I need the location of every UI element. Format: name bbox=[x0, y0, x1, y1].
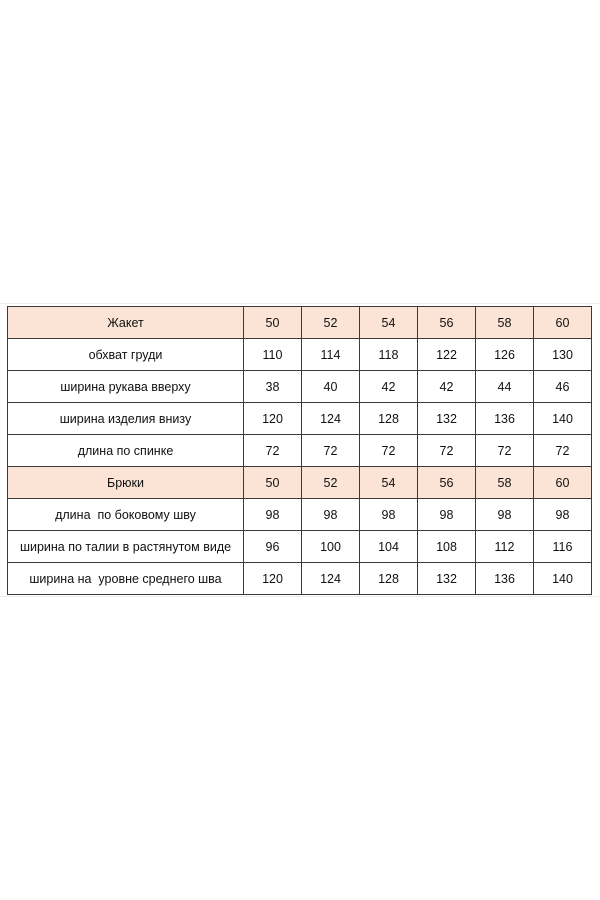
row-label: ширина рукава вверху bbox=[8, 371, 244, 403]
value-cell: 98 bbox=[360, 499, 418, 531]
value-cell: 72 bbox=[476, 435, 534, 467]
value-cell: 130 bbox=[534, 339, 592, 371]
value-cell: 72 bbox=[534, 435, 592, 467]
value-cell: 116 bbox=[534, 531, 592, 563]
value-cell: 100 bbox=[302, 531, 360, 563]
size-chart-table bbox=[7, 306, 592, 595]
size-cell: 50 bbox=[244, 467, 302, 499]
value-cell: 46 bbox=[534, 371, 592, 403]
size-cell: 60 bbox=[534, 307, 592, 339]
size-cell: 56 bbox=[418, 307, 476, 339]
jacket-header-row bbox=[8, 307, 592, 339]
value-cell: 98 bbox=[302, 499, 360, 531]
sheet-gridline bbox=[0, 596, 600, 597]
size-cell: 54 bbox=[360, 307, 418, 339]
value-cell: 132 bbox=[418, 403, 476, 435]
value-cell: 44 bbox=[476, 371, 534, 403]
value-cell: 108 bbox=[418, 531, 476, 563]
row-label: ширина на уровне среднего шва bbox=[8, 563, 244, 595]
trousers-header-label: Брюки bbox=[8, 467, 244, 499]
value-cell: 136 bbox=[476, 403, 534, 435]
table-row bbox=[8, 531, 592, 563]
value-cell: 122 bbox=[418, 339, 476, 371]
table-row bbox=[8, 339, 592, 371]
table-row bbox=[8, 403, 592, 435]
value-cell: 98 bbox=[476, 499, 534, 531]
value-cell: 140 bbox=[534, 403, 592, 435]
table-row bbox=[8, 371, 592, 403]
value-cell: 140 bbox=[534, 563, 592, 595]
value-cell: 120 bbox=[244, 403, 302, 435]
size-cell: 58 bbox=[476, 307, 534, 339]
value-cell: 110 bbox=[244, 339, 302, 371]
table-row bbox=[8, 499, 592, 531]
value-cell: 136 bbox=[476, 563, 534, 595]
value-cell: 40 bbox=[302, 371, 360, 403]
value-cell: 98 bbox=[244, 499, 302, 531]
value-cell: 38 bbox=[244, 371, 302, 403]
value-cell: 124 bbox=[302, 403, 360, 435]
row-label: ширина по талии в растянутом виде bbox=[8, 531, 244, 563]
value-cell: 72 bbox=[302, 435, 360, 467]
value-cell: 72 bbox=[360, 435, 418, 467]
value-cell: 114 bbox=[302, 339, 360, 371]
size-cell: 54 bbox=[360, 467, 418, 499]
row-label: ширина изделия внизу bbox=[8, 403, 244, 435]
row-label: длина по боковому шву bbox=[8, 499, 244, 531]
value-cell: 42 bbox=[360, 371, 418, 403]
size-cell: 60 bbox=[534, 467, 592, 499]
size-cell: 52 bbox=[302, 307, 360, 339]
jacket-header-label: Жакет bbox=[8, 307, 244, 339]
value-cell: 132 bbox=[418, 563, 476, 595]
row-label: обхват груди bbox=[8, 339, 244, 371]
value-cell: 128 bbox=[360, 563, 418, 595]
value-cell: 126 bbox=[476, 339, 534, 371]
value-cell: 98 bbox=[418, 499, 476, 531]
value-cell: 112 bbox=[476, 531, 534, 563]
size-cell: 58 bbox=[476, 467, 534, 499]
size-cell: 52 bbox=[302, 467, 360, 499]
value-cell: 120 bbox=[244, 563, 302, 595]
table-row bbox=[8, 435, 592, 467]
value-cell: 118 bbox=[360, 339, 418, 371]
size-cell: 50 bbox=[244, 307, 302, 339]
sheet-gridline bbox=[0, 303, 600, 304]
size-cell: 56 bbox=[418, 467, 476, 499]
value-cell: 72 bbox=[244, 435, 302, 467]
value-cell: 104 bbox=[360, 531, 418, 563]
table-row bbox=[8, 563, 592, 595]
value-cell: 128 bbox=[360, 403, 418, 435]
value-cell: 72 bbox=[418, 435, 476, 467]
trousers-header-row bbox=[8, 467, 592, 499]
value-cell: 42 bbox=[418, 371, 476, 403]
row-label: длина по спинке bbox=[8, 435, 244, 467]
value-cell: 98 bbox=[534, 499, 592, 531]
value-cell: 96 bbox=[244, 531, 302, 563]
value-cell: 124 bbox=[302, 563, 360, 595]
